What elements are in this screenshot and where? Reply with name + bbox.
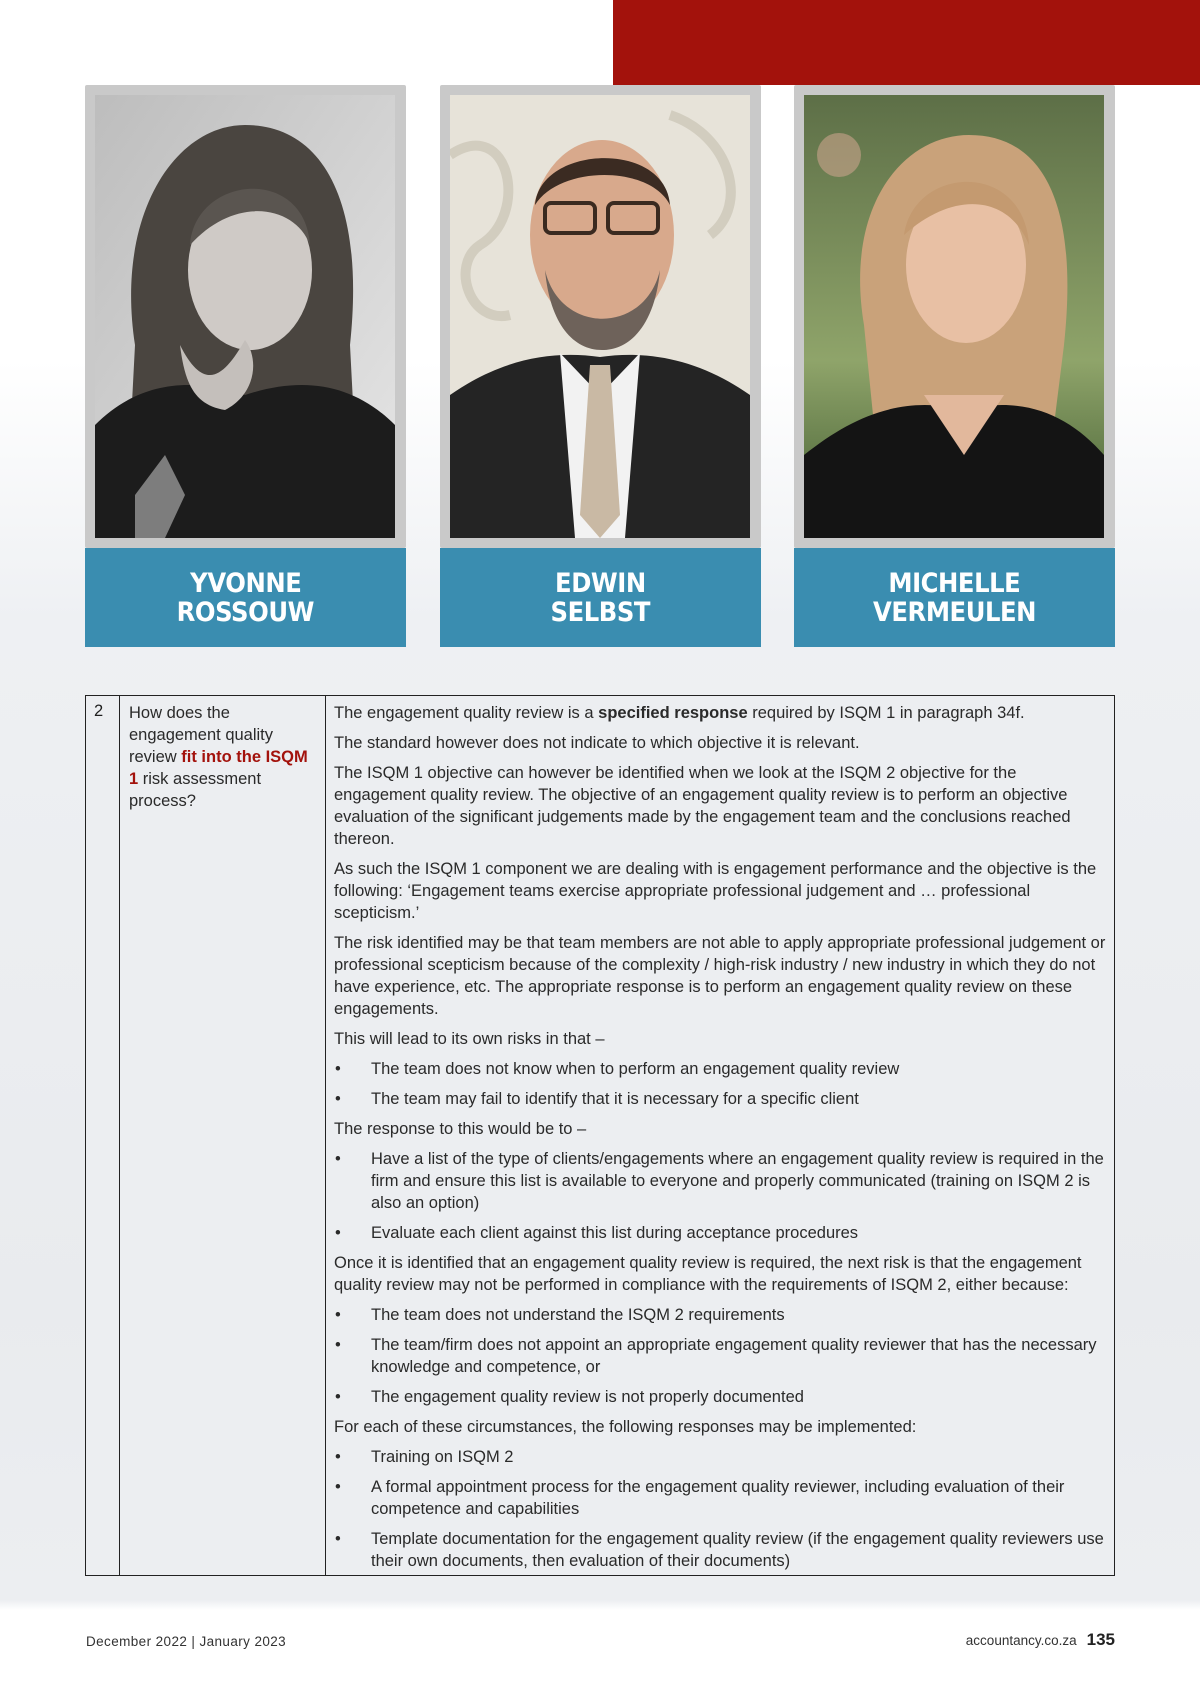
list-item-text: The team does not understand the ISQM 2 requirements <box>371 1306 785 1324</box>
answer-text-part: The engagement quality review is a <box>334 704 599 722</box>
bullet-list <box>334 1058 1106 1110</box>
bullet-icon: • <box>335 1478 341 1496</box>
list-item-text: Evaluate each client against this list during acceptance procedures <box>371 1224 859 1242</box>
bullet-icon: • <box>335 1530 341 1548</box>
list-item <box>334 1222 1106 1244</box>
bullet-icon: • <box>335 1060 341 1078</box>
list-item <box>334 1446 1106 1468</box>
question-highlight: fit into the ISQM 1 <box>129 748 308 788</box>
list-item-text: The team may fail to identify that it is necessary for a specific client <box>371 1090 859 1108</box>
list-item <box>334 1304 1106 1326</box>
name-box <box>794 548 1115 647</box>
footer-right <box>966 1630 1115 1650</box>
issue-date: December 2022 | January 2023 <box>86 1634 287 1649</box>
question-text-part: How does the engagement quality review <box>129 704 274 766</box>
answer-paragraph <box>334 702 1106 724</box>
list-item-text: The engagement quality review is not properly documented <box>371 1388 804 1406</box>
first-name: EDWIN <box>555 567 646 599</box>
answer-text <box>334 702 1106 1580</box>
question-column <box>120 696 326 1575</box>
list-item <box>334 1148 1106 1214</box>
first-name: MICHELLE <box>888 567 1021 599</box>
bullet-icon: • <box>335 1336 341 1354</box>
list-item-text: Template documentation for the engagement quality review (if the engagement quality reviewers use their own documents, then evaluation of their documents) <box>371 1530 1104 1570</box>
profile-card-edwin-selbst <box>440 85 761 647</box>
photo-frame <box>794 85 1115 548</box>
bullet-icon: • <box>335 1090 341 1108</box>
number-column <box>86 696 120 1575</box>
qa-table <box>85 695 1115 1576</box>
answer-bold: specified response <box>598 704 748 722</box>
list-item-text: Training on ISQM 2 <box>371 1448 514 1466</box>
photo-frame <box>440 85 761 548</box>
name-box <box>440 548 761 647</box>
page-number: 135 <box>1086 1630 1115 1649</box>
row-number: 2 <box>94 702 104 720</box>
bullet-icon: • <box>335 1306 341 1324</box>
bullet-icon: • <box>335 1224 341 1242</box>
answer-paragraph: Once it is identified that an engagement quality review is required, the next risk is that the engagement quality review may not be performed in compliance with the requirements of ISQM 2, either because: <box>334 1254 1082 1294</box>
profile-card-michelle-vermeulen <box>794 85 1115 647</box>
answer-paragraph: For each of these circumstances, the following responses may be implemented: <box>334 1418 917 1436</box>
list-item <box>334 1476 1106 1520</box>
list-item-text: Have a list of the type of clients/engagements where an engagement quality review is required in the firm and ensure this list is available to everyone and properly communicated (training on ISQM 2 is also an option) <box>371 1150 1104 1212</box>
list-item <box>334 1088 1106 1110</box>
list-item-text: The team/firm does not appoint an appropriate engagement quality reviewer that has the necessary knowledge and competence, or <box>371 1336 1097 1376</box>
profile-card-yvonne-rossouw <box>85 85 406 647</box>
website-url: accountancy.co.za <box>965 1633 1077 1648</box>
list-item <box>334 1334 1106 1378</box>
bullet-list <box>334 1446 1106 1572</box>
portrait-photo <box>450 95 750 538</box>
portrait-photo <box>95 95 395 538</box>
answer-paragraph: As such the ISQM 1 component we are dealing with is engagement performance and the objective is the following: ‘Engagement teams exercise appropriate professional judgement and … professional scepticism.’ <box>334 860 1097 922</box>
bullet-list <box>334 1148 1106 1244</box>
bullet-list <box>334 1304 1106 1408</box>
answer-paragraph: The response to this would be to – <box>334 1120 587 1138</box>
name-box <box>85 548 406 647</box>
bullet-icon: • <box>335 1150 341 1168</box>
question-text-part: risk assessment process? <box>129 770 262 810</box>
last-name: ROSSOUW <box>176 596 315 628</box>
answer-paragraph: This will lead to its own risks in that – <box>334 1030 605 1048</box>
bullet-icon: • <box>335 1388 341 1406</box>
list-item <box>334 1058 1106 1080</box>
answer-paragraph: The ISQM 1 objective can however be identified when we look at the ISQM 2 objective for the engagement quality review. The objective of an engagement quality review is to perform an objective evaluation of the significant judgements made by the engagement team and the conclusions reached thereon. <box>334 764 1071 848</box>
list-item <box>334 1528 1106 1572</box>
header-red-bar <box>613 0 1200 85</box>
answer-paragraph: The risk identified may be that team members are not able to apply appropriate professional judgement or professional scepticism because of the complexity / high-risk industry / new industry in which they do not have experience, etc. The appropriate response is to perform an engagement quality review on these engagements. <box>334 934 1106 1018</box>
answer-column <box>326 696 1114 1575</box>
bullet-icon: • <box>335 1448 341 1466</box>
portrait-photo <box>804 95 1104 538</box>
answer-text-part: required by ISQM 1 in paragraph 34f. <box>747 704 1025 722</box>
last-name: VERMEULEN <box>872 596 1037 628</box>
first-name: YVONNE <box>189 567 302 599</box>
answer-paragraph: The standard however does not indicate to which objective it is relevant. <box>334 734 860 752</box>
list-item-text: A formal appointment process for the engagement quality reviewer, including evaluation of their competence and capabilities <box>371 1478 1065 1518</box>
last-name: SELBST <box>550 596 651 628</box>
question-text <box>129 702 321 812</box>
photo-frame <box>85 85 406 548</box>
list-item-text: The team does not know when to perform an engagement quality review <box>371 1060 900 1078</box>
list-item <box>334 1386 1106 1408</box>
